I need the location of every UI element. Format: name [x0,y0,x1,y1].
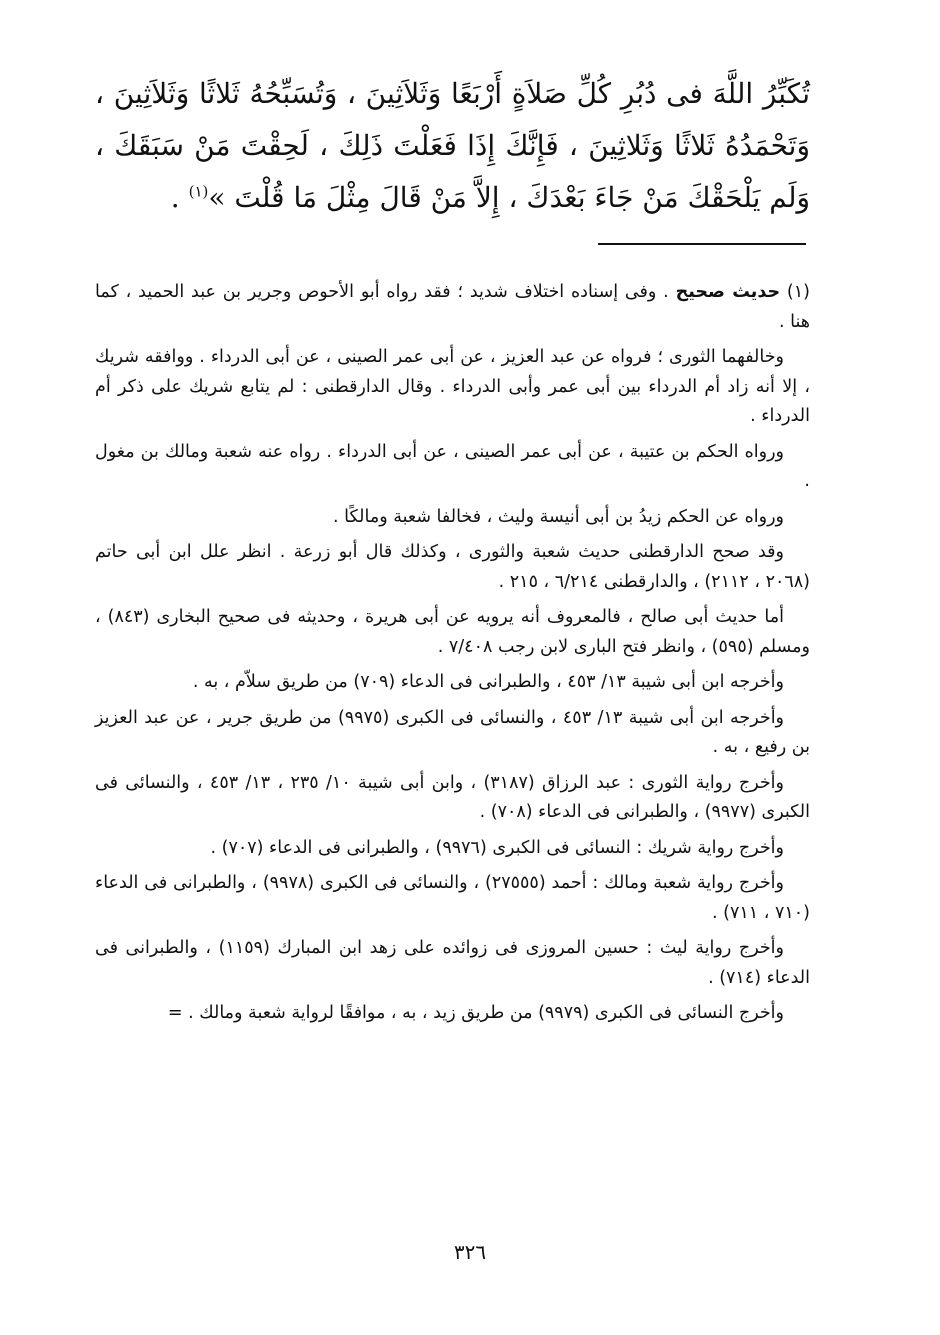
footnote-paragraph: وقد صحح الدارقطنى حديث شعبة والثورى ، وكذلك قال أبو زرعة . انظر علل ابن أبى حاتم (٢٠٦٨ ، ٢١١٢) ، والدارقطنى ٦/٢١٤ ، ٢١٥ . [95,542,810,592]
footnote-paragraph: وخالفهما الثورى ؛ فرواه عن عبد العزيز ، عن أبى عمر الصينى ، عن أبى الدرداء . ووافقه شريك ، إلا أنه زاد أم الدرداء بين أبى عمر وأبى الدرداء . وقال الدارقطنى : لم يتابع شريك على ذكر أم الدرداء . [95,347,810,426]
footnote-separator [598,243,806,245]
hadith-end: . [170,181,189,214]
footnote-first [95,278,810,337]
footnotes-section [95,278,810,1035]
footnote-reference[interactable]: (١) [188,182,209,201]
footnote-paragraph: وأخرج رواية شعبة ومالك : أحمد (٢٧٥٥٥) ، والنسائى فى الكبرى (٩٩٧٨) ، والطبرانى فى الدعاء (٧١٠ ، ٧١١) . [95,873,810,923]
hadith-paragraph [95,68,810,224]
hadith-body: تُكَبِّرُ اللَّهَ فى دُبُرِ كُلِّ صَلاَةٍ أَرْبَعًا وَثَلاَثِينَ ، وَتُسَبِّحُهُ ثَلاثًا وَثَلاَثِينَ ، وَتَحْمَدُهُ ثَلاثًا وَثَلاثِينَ ، فَإِنَّكَ إِذَا فَعَلْتَ ذَلِكَ ، لَحِقْتَ مَنْ سَبَقَكَ ، وَلَم يَلْحَقْكَ مَنْ جَاءَ بَعْدَكَ ، إِلاَّ مَنْ قَالَ مِثْلَ مَا قُلْتَ » [95,77,810,214]
footnote-paragraph: وأخرج رواية ليث : حسين المروزى فى زوائده على زهد ابن المبارك (١١٥٩) ، والطبرانى فى الدعاء (٧١٤) . [95,938,810,988]
page-number: ٣٢٦ [453,1240,487,1264]
footnote-paragraph: ورواه الحكم بن عتيبة ، عن أبى عمر الصينى ، عن أبى الدرداء . رواه عنه شعبة ومالك بن مغول . [95,441,810,491]
footnote-paragraph: وأخرج رواية الثورى : عبد الرزاق (٣١٨٧) ، وابن أبى شيبة ١٠/ ٢٣٥ ، ١٣/ ٤٥٣ ، والنسائى فى الكبرى (٩٩٧٧) ، والطبرانى فى الدعاء (٧٠٨) . [95,772,810,822]
hadith-main-text [95,68,810,224]
footnote-paragraph: وأخرج رواية شريك : النسائى فى الكبرى (٩٩٧٦) ، والطبرانى فى الدعاء (٧٠٧) . [210,837,784,858]
footnote-first-text: . وفى إسناده اختلاف شديد ؛ فقد رواه أبو الأحوص وجرير بن عبد الحميد ، كما هنا . [95,282,810,332]
footnote-paragraph: ورواه عن الحكم زيدُ بن أبى أنيسة وليث ، فخالفا شعبة ومالكًا . [333,506,784,527]
footnote-paragraph: وأخرجه ابن أبى شيبة ١٣/ ٤٥٣ ، والنسائى فى الكبرى (٩٩٧٥) من طريق جرير ، عن عبد العزيز بن رفيع ، به . [95,707,810,757]
footnote-grade: حديث صحيح [675,282,781,302]
footnote-paragraph: وأخرجه ابن أبى شيبة ١٣/ ٤٥٣ ، والطبرانى فى الدعاء (٧٠٩) من طريق سلاّم ، به . [192,672,784,692]
footnote-paragraph: وأخرج النسائى فى الكبرى (٩٩٧٩) من طريق زيد ، به ، موافقًا لرواية شعبة ومالك . = [167,1003,784,1023]
footnote-paragraph: أما حديث أبى صالح ، فالمعروف أنه يرويه عن أبى هريرة ، وحديثه فى صحيح البخارى (٨٤٣) ، ومسلم (٥٩٥) ، وانظر فتح البارى لابن رجب ٧/٤٠٨ . [95,607,810,657]
footnote-number: (١) [786,282,810,302]
